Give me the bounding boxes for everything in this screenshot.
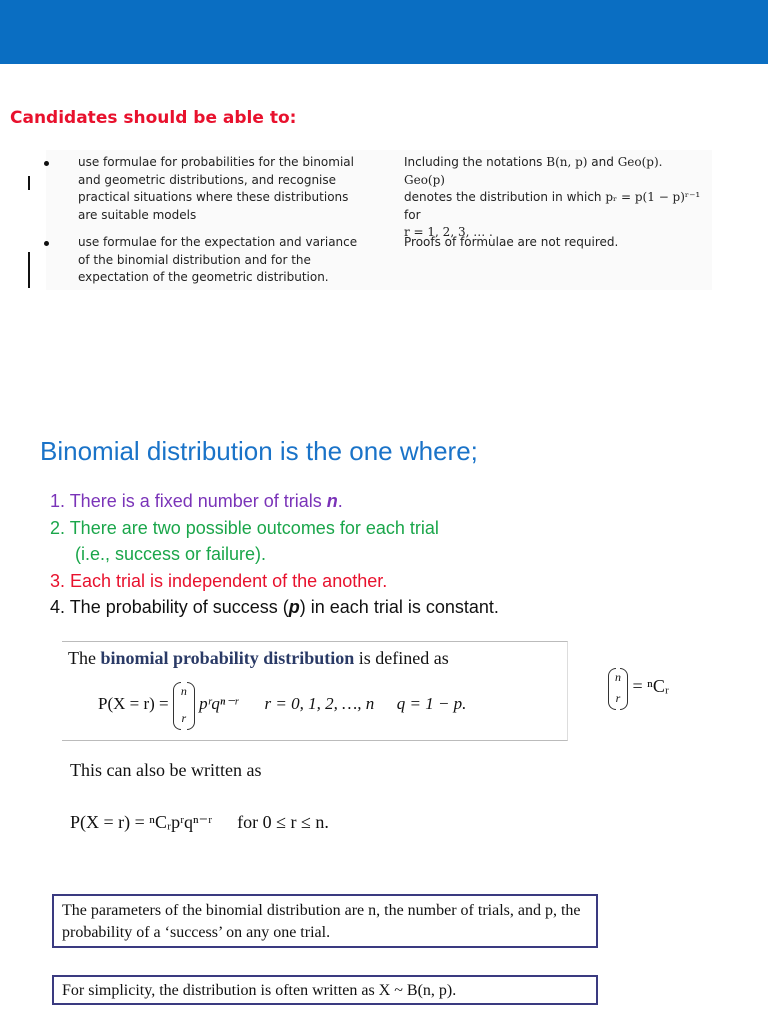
also-written-text: This can also be written as	[70, 760, 262, 780]
definition-title: The binomial probability distribution is defined as	[68, 648, 449, 668]
condition-item: 4. The probability of success (p) in each trial is constant.	[50, 597, 499, 617]
syllabus-note: Including the notations B(n, p) and Geo(p). Geo(p) denotes the distribution in which pᵣ = p(1 − p)ʳ⁻¹ for r = 1, 2, 3, … .	[404, 155, 701, 239]
alternative-formula: P(X = r) = ⁿCᵣpʳqⁿ⁻ʳ for 0 ≤ r ≤ n.	[70, 812, 329, 832]
binomial-heading: Binomial distribution is the one where;	[40, 436, 478, 466]
side-mark	[28, 252, 30, 288]
syllabus-item: use formulae for the expectation and variance of the binomial distribution and for the expectation of the geometric distribution.	[64, 234, 364, 287]
candidates-heading: Candidates should be able to:	[10, 108, 297, 128]
binomial-coefficient: n r	[173, 682, 195, 728]
condition-item: 2. There are two possible outcomes for each trial	[50, 517, 439, 538]
condition-item: 3. Each trial is independent of the another.	[50, 570, 388, 591]
binomial-formula: P(X = r) = n r pʳqⁿ⁻ʳ r = 0, 1, 2, …, n q = 1 − p.	[98, 682, 466, 728]
bullet-icon	[44, 241, 49, 246]
syllabus-panel	[46, 150, 712, 290]
side-mark	[28, 176, 30, 190]
syllabus-item: use formulae for probabilities for the binomial and geometric distributions, and recognise practical situations where these distributions are suitable models	[64, 154, 364, 224]
condition-item: 1. There is a fixed number of trials n.	[50, 491, 343, 511]
simplicity-box: For simplicity, the distribution is often written as X ~ B(n, p).	[52, 975, 598, 1005]
syllabus-note: Proofs of formulae are not required.	[404, 235, 619, 249]
conditions-list	[50, 488, 499, 621]
bullet-icon	[44, 161, 49, 166]
parameters-box: The parameters of the binomial distribution are n, the number of trials, and p, the probability of a ‘success’ on any one trial.	[52, 894, 598, 948]
condition-item-continued: (i.e., success or failure).	[75, 544, 267, 564]
binomial-coefficient: n r	[608, 668, 628, 708]
combination-notation: n r = ⁿCᵣ	[608, 668, 669, 708]
top-banner	[0, 0, 768, 64]
definition-box	[62, 641, 568, 741]
